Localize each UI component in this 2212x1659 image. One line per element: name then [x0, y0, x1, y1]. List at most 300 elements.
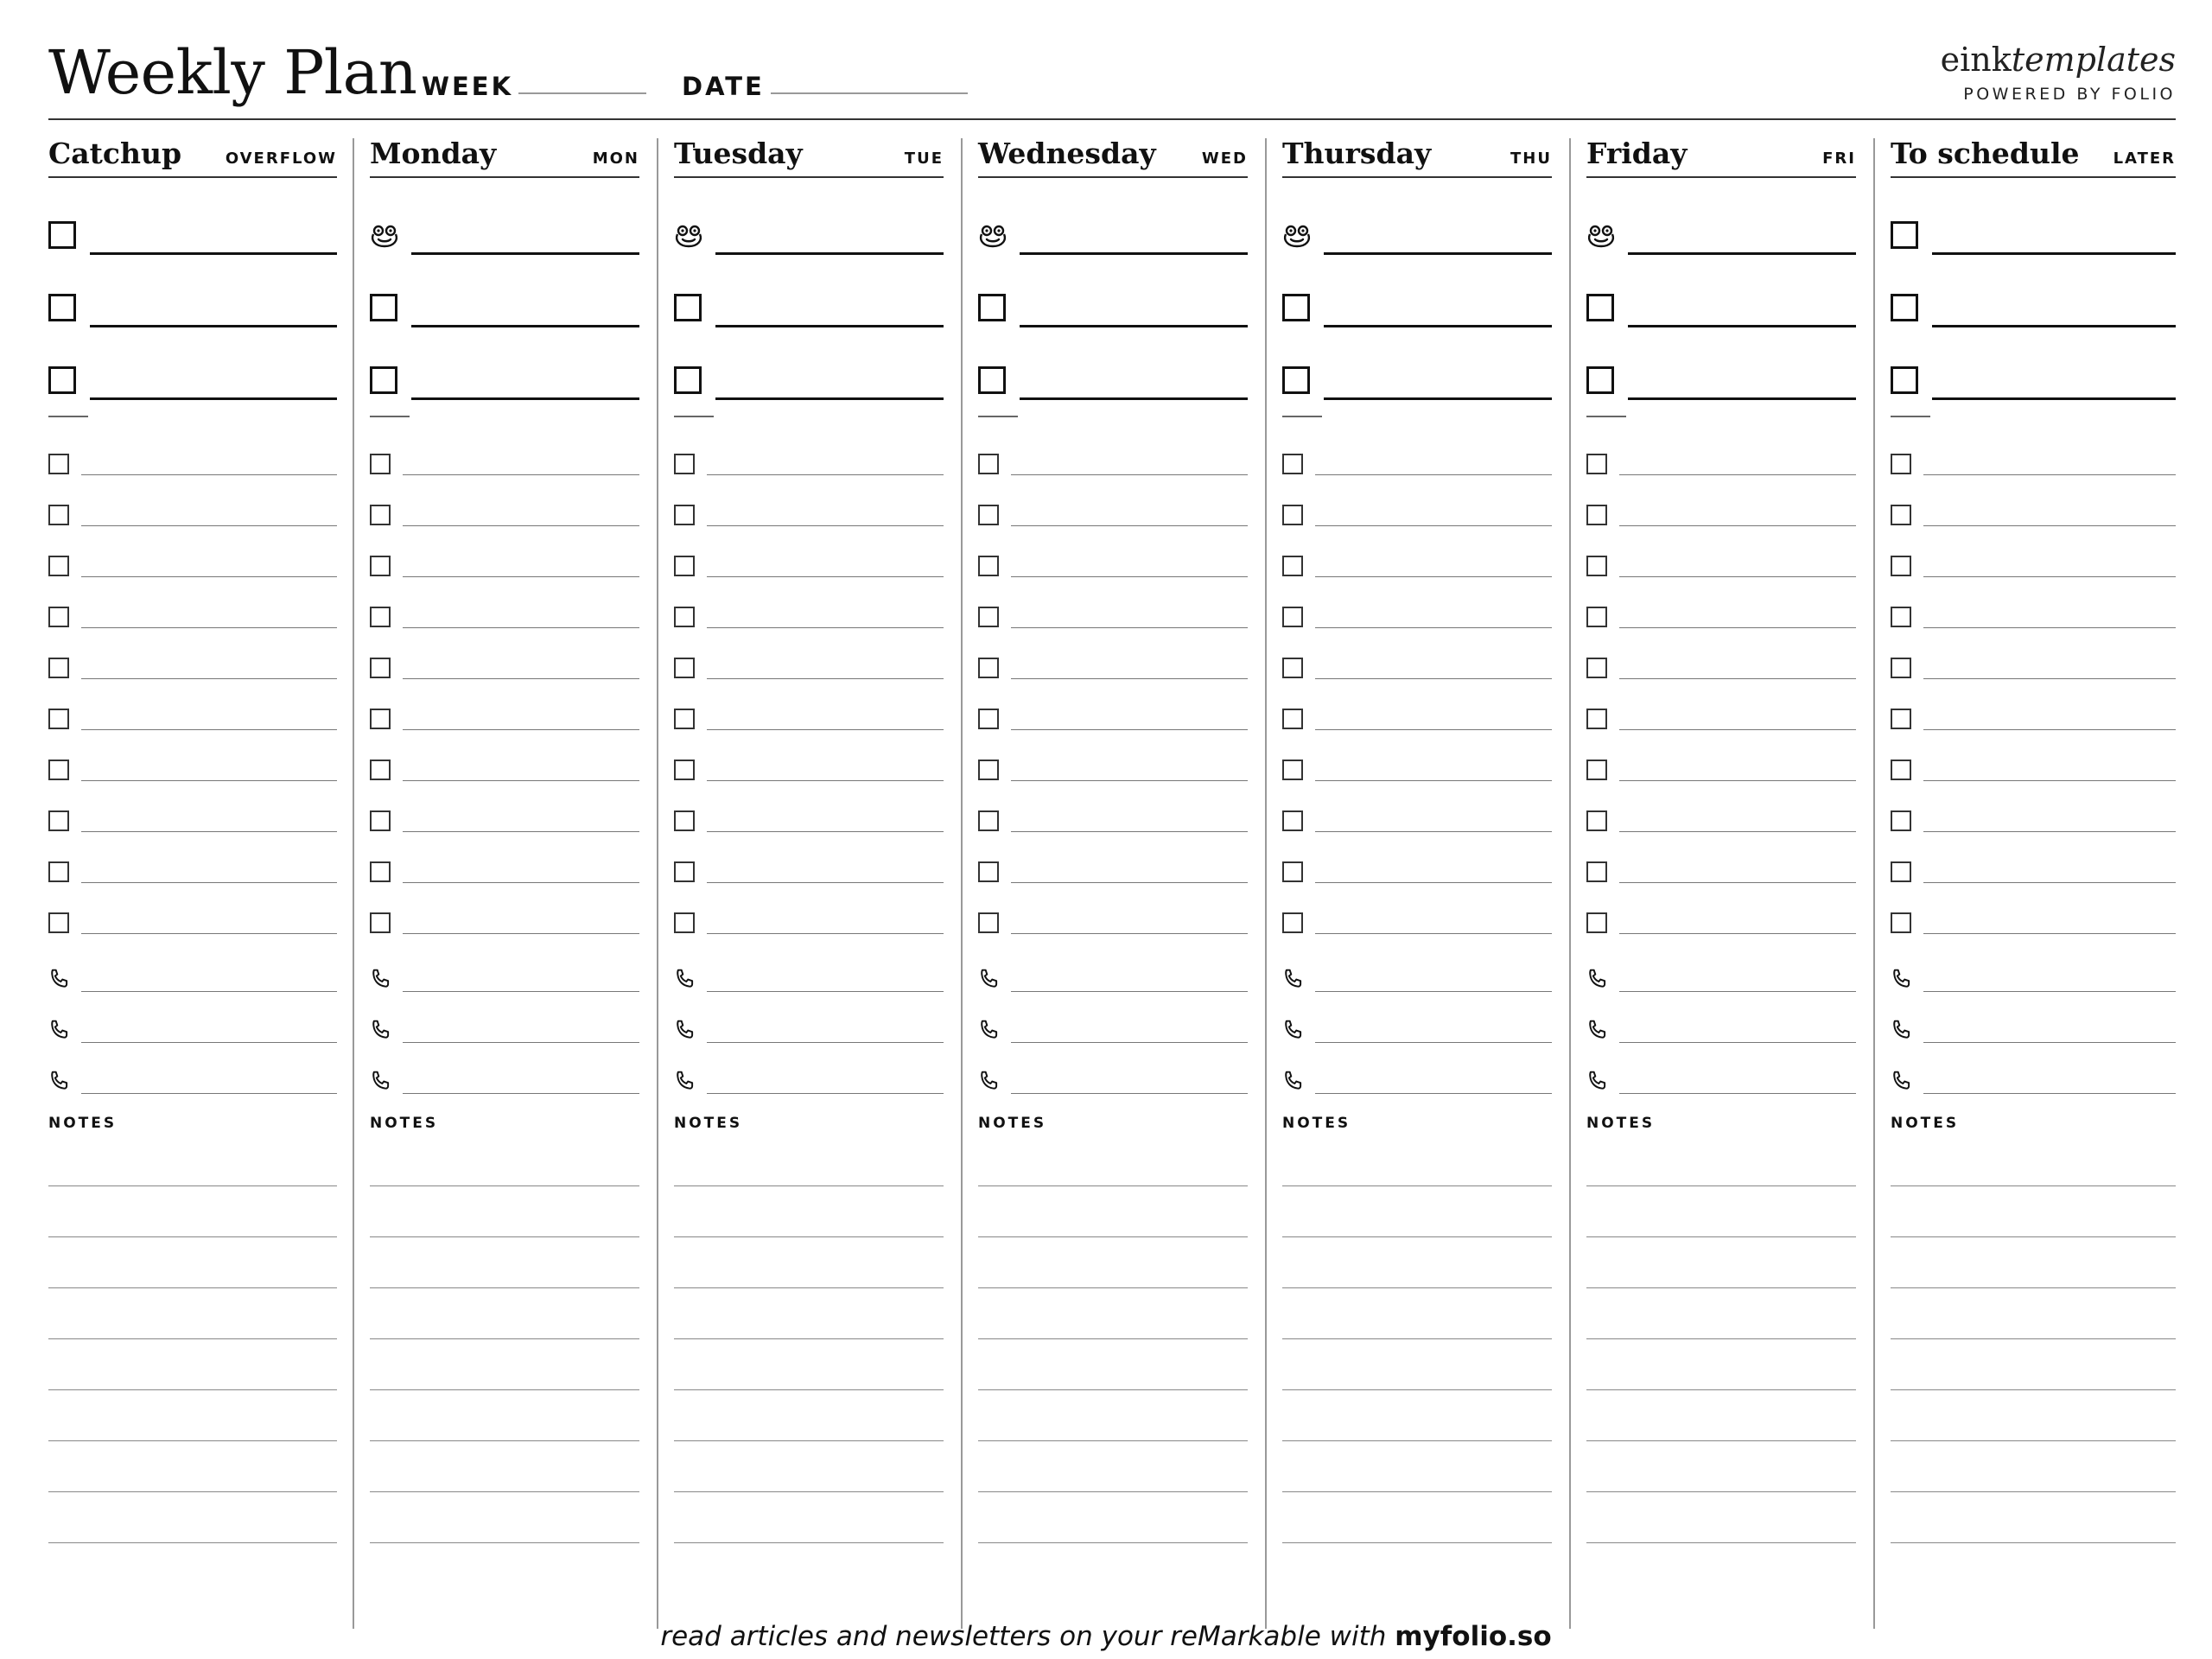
date-label: DATE — [682, 72, 765, 101]
task-checkbox[interactable] — [1891, 607, 1911, 627]
task-checkbox[interactable] — [370, 709, 391, 729]
call-line[interactable] — [1619, 1042, 1856, 1043]
task-line[interactable] — [1315, 627, 1552, 628]
task-checkbox[interactable] — [978, 912, 999, 933]
task-checkbox[interactable] — [674, 454, 695, 474]
notes-line[interactable] — [1282, 1338, 1552, 1339]
task-checkbox[interactable] — [48, 912, 69, 933]
notes-line[interactable] — [1891, 1542, 2176, 1543]
call-line[interactable] — [1923, 1093, 2176, 1094]
notes-line[interactable] — [1891, 1236, 2176, 1237]
priority-checkbox[interactable] — [1891, 366, 1918, 394]
task-checkbox[interactable] — [978, 454, 999, 474]
notes-line[interactable] — [48, 1542, 337, 1543]
task-checkbox[interactable] — [1891, 556, 1911, 576]
call-line[interactable] — [403, 991, 639, 992]
task-checkbox[interactable] — [674, 505, 695, 525]
priority-task-line[interactable] — [90, 397, 337, 400]
task-line[interactable] — [403, 831, 639, 832]
priority-checkbox[interactable] — [48, 366, 76, 394]
task-line[interactable] — [1315, 474, 1552, 475]
call-line[interactable] — [1011, 1042, 1248, 1043]
notes-line[interactable] — [1891, 1389, 2176, 1390]
task-row — [48, 451, 337, 477]
task-checkbox[interactable] — [978, 861, 999, 882]
task-checkbox[interactable] — [978, 658, 999, 678]
task-checkbox[interactable] — [48, 556, 69, 576]
task-line[interactable] — [403, 627, 639, 628]
notes-line[interactable] — [1586, 1236, 1856, 1237]
priority-checkbox[interactable] — [48, 294, 76, 321]
call-line[interactable] — [707, 1093, 944, 1094]
priority-task-line[interactable] — [90, 325, 337, 327]
notes-line[interactable] — [674, 1440, 944, 1441]
notes-line[interactable] — [370, 1236, 639, 1237]
task-line[interactable] — [403, 933, 639, 934]
notes-line[interactable] — [1282, 1491, 1552, 1492]
task-checkbox[interactable] — [48, 861, 69, 882]
notes-line[interactable] — [674, 1236, 944, 1237]
notes-line[interactable] — [978, 1338, 1248, 1339]
brand-name-italic: templates — [2011, 41, 2176, 79]
task-line[interactable] — [1619, 882, 1856, 883]
task-line[interactable] — [1619, 729, 1856, 730]
priority-task-line[interactable] — [1628, 397, 1856, 400]
task-checkbox[interactable] — [674, 556, 695, 576]
task-line[interactable] — [403, 780, 639, 781]
notes-line[interactable] — [1891, 1440, 2176, 1441]
phone-icon — [1282, 1070, 1305, 1092]
task-row — [1586, 451, 1856, 477]
task-line[interactable] — [403, 525, 639, 526]
task-line[interactable] — [1619, 576, 1856, 577]
task-checkbox[interactable] — [1586, 912, 1607, 933]
priority-task-line[interactable] — [1628, 252, 1856, 255]
task-checkbox[interactable] — [370, 505, 391, 525]
task-line[interactable] — [1619, 474, 1856, 475]
call-row — [978, 1019, 1248, 1045]
task-line[interactable] — [1011, 474, 1248, 475]
task-checkbox[interactable] — [48, 658, 69, 678]
notes-line[interactable] — [978, 1185, 1248, 1186]
task-checkbox[interactable] — [370, 556, 391, 576]
notes-line[interactable] — [1282, 1185, 1552, 1186]
priority-task-line[interactable] — [1020, 397, 1248, 400]
task-line[interactable] — [1923, 474, 2176, 475]
call-line[interactable] — [1315, 1093, 1552, 1094]
task-checkbox[interactable] — [978, 810, 999, 831]
task-row — [1586, 553, 1856, 579]
task-checkbox[interactable] — [1282, 658, 1303, 678]
task-checkbox[interactable] — [48, 709, 69, 729]
task-row — [978, 706, 1248, 732]
task-line[interactable] — [81, 729, 337, 730]
notes-line[interactable] — [674, 1338, 944, 1339]
task-row — [370, 655, 639, 681]
task-checkbox[interactable] — [370, 658, 391, 678]
notes-line[interactable] — [978, 1440, 1248, 1441]
task-row — [370, 451, 639, 477]
notes-line[interactable] — [978, 1287, 1248, 1288]
task-checkbox[interactable] — [674, 658, 695, 678]
task-line[interactable] — [707, 678, 944, 679]
priority-task-line[interactable] — [1932, 252, 2176, 255]
priority-task-line[interactable] — [1324, 397, 1552, 400]
notes-line[interactable] — [978, 1389, 1248, 1390]
call-line[interactable] — [81, 991, 337, 992]
notes-line[interactable] — [370, 1491, 639, 1492]
priority-task-line[interactable] — [90, 252, 337, 255]
task-row — [1891, 655, 2176, 681]
notes-line[interactable] — [978, 1491, 1248, 1492]
notes-line[interactable] — [1282, 1389, 1552, 1390]
task-line[interactable] — [81, 933, 337, 934]
task-line[interactable] — [1923, 729, 2176, 730]
priority-checkbox[interactable] — [1891, 294, 1918, 321]
priority-checkbox[interactable] — [1891, 221, 1918, 249]
notes-line[interactable] — [1586, 1440, 1856, 1441]
task-checkbox[interactable] — [1586, 454, 1607, 474]
task-checkbox[interactable] — [1891, 658, 1911, 678]
task-checkbox[interactable] — [1586, 607, 1607, 627]
notes-line[interactable] — [1282, 1440, 1552, 1441]
footer-link[interactable]: myfolio.so — [1395, 1621, 1552, 1652]
task-checkbox[interactable] — [1586, 709, 1607, 729]
task-checkbox[interactable] — [370, 861, 391, 882]
task-line[interactable] — [707, 933, 944, 934]
task-line[interactable] — [403, 474, 639, 475]
column-divider — [1873, 138, 1875, 1629]
notes-line[interactable] — [978, 1236, 1248, 1237]
task-row — [1586, 808, 1856, 834]
notes-line[interactable] — [1586, 1491, 1856, 1492]
task-line[interactable] — [1923, 831, 2176, 832]
notes-line[interactable] — [674, 1542, 944, 1543]
task-line[interactable] — [81, 831, 337, 832]
task-line[interactable] — [1011, 831, 1248, 832]
task-checkbox[interactable] — [1891, 861, 1911, 882]
priority-checkbox[interactable] — [48, 221, 76, 249]
column-overflow — [48, 138, 337, 1624]
task-line[interactable] — [1011, 576, 1248, 577]
priority-task-line[interactable] — [411, 252, 639, 255]
priority-task-row — [1586, 366, 1856, 401]
task-checkbox[interactable] — [674, 861, 695, 882]
task-line[interactable] — [403, 882, 639, 883]
task-line[interactable] — [1315, 678, 1552, 679]
priority-task-line[interactable] — [715, 397, 944, 400]
task-checkbox[interactable] — [674, 810, 695, 831]
task-line[interactable] — [1315, 831, 1552, 832]
task-checkbox[interactable] — [674, 709, 695, 729]
task-line[interactable] — [707, 729, 944, 730]
task-checkbox[interactable] — [370, 760, 391, 780]
priority-checkbox[interactable] — [1586, 366, 1614, 394]
task-checkbox[interactable] — [1282, 454, 1303, 474]
column-title: Wednesday — [978, 137, 1156, 170]
task-checkbox[interactable] — [1891, 709, 1911, 729]
task-row — [674, 757, 944, 783]
task-line[interactable] — [81, 678, 337, 679]
task-line[interactable] — [1923, 882, 2176, 883]
notes-line[interactable] — [1891, 1491, 2176, 1492]
task-line[interactable] — [81, 627, 337, 628]
notes-line[interactable] — [370, 1389, 639, 1390]
task-row — [48, 808, 337, 834]
priority-task-line[interactable] — [1324, 252, 1552, 255]
notes-line[interactable] — [48, 1236, 337, 1237]
task-line[interactable] — [81, 525, 337, 526]
notes-line[interactable] — [1586, 1542, 1856, 1543]
notes-line[interactable] — [48, 1287, 337, 1288]
priority-task-line[interactable] — [1932, 325, 2176, 327]
call-line[interactable] — [1619, 1093, 1856, 1094]
call-row — [1282, 1070, 1552, 1096]
priority-checkbox[interactable] — [1282, 366, 1310, 394]
priority-checkbox[interactable] — [1586, 294, 1614, 321]
task-line[interactable] — [1923, 576, 2176, 577]
priority-checkbox[interactable] — [674, 294, 702, 321]
call-row — [1586, 968, 1856, 994]
priority-task-line[interactable] — [1628, 325, 1856, 327]
notes-line[interactable] — [48, 1389, 337, 1390]
notes-line[interactable] — [1282, 1287, 1552, 1288]
phone-icon — [370, 1070, 392, 1092]
task-line[interactable] — [1619, 933, 1856, 934]
column-divider — [1265, 138, 1267, 1629]
task-row — [1891, 706, 2176, 732]
task-line[interactable] — [1619, 627, 1856, 628]
task-checkbox[interactable] — [48, 505, 69, 525]
task-checkbox[interactable] — [370, 810, 391, 831]
task-line[interactable] — [707, 525, 944, 526]
task-line[interactable] — [1619, 780, 1856, 781]
priority-task-row — [674, 221, 944, 256]
task-checkbox[interactable] — [370, 454, 391, 474]
task-checkbox[interactable] — [1282, 607, 1303, 627]
task-line[interactable] — [707, 831, 944, 832]
priority-task-line[interactable] — [411, 397, 639, 400]
call-line[interactable] — [707, 1042, 944, 1043]
task-checkbox[interactable] — [978, 760, 999, 780]
task-line[interactable] — [81, 576, 337, 577]
task-line[interactable] — [1923, 678, 2176, 679]
task-line[interactable] — [81, 474, 337, 475]
task-checkbox[interactable] — [1282, 912, 1303, 933]
call-line[interactable] — [81, 1093, 337, 1094]
task-checkbox[interactable] — [1586, 861, 1607, 882]
priority-task-line[interactable] — [1932, 397, 2176, 400]
task-checkbox[interactable] — [978, 709, 999, 729]
task-row — [674, 910, 944, 936]
notes-line[interactable] — [674, 1185, 944, 1186]
notes-line[interactable] — [370, 1287, 639, 1288]
call-line[interactable] — [1923, 1042, 2176, 1043]
priority-task-line[interactable] — [715, 252, 944, 255]
task-line[interactable] — [1315, 576, 1552, 577]
task-checkbox[interactable] — [1891, 505, 1911, 525]
notes-line[interactable] — [1586, 1287, 1856, 1288]
task-checkbox[interactable] — [1282, 760, 1303, 780]
priority-task-row — [1586, 294, 1856, 328]
priority-task-line[interactable] — [1020, 252, 1248, 255]
task-line[interactable] — [1315, 882, 1552, 883]
task-line[interactable] — [1923, 933, 2176, 934]
task-line[interactable] — [1011, 882, 1248, 883]
call-line[interactable] — [403, 1042, 639, 1043]
task-line[interactable] — [403, 678, 639, 679]
notes-line[interactable] — [1891, 1185, 2176, 1186]
task-checkbox[interactable] — [1891, 760, 1911, 780]
task-line[interactable] — [1923, 780, 2176, 781]
task-checkbox[interactable] — [1891, 810, 1911, 831]
task-line[interactable] — [707, 882, 944, 883]
task-row — [978, 604, 1248, 630]
notes-line[interactable] — [1282, 1236, 1552, 1237]
notes-line[interactable] — [674, 1287, 944, 1288]
call-row — [1282, 1019, 1552, 1045]
phone-icon — [674, 1019, 696, 1041]
call-line[interactable] — [1315, 991, 1552, 992]
column-abbr: LATER — [2113, 149, 2176, 168]
task-line[interactable] — [707, 576, 944, 577]
notes-line[interactable] — [370, 1338, 639, 1339]
task-line[interactable] — [707, 780, 944, 781]
task-checkbox[interactable] — [674, 607, 695, 627]
task-checkbox[interactable] — [1282, 861, 1303, 882]
task-line[interactable] — [1315, 780, 1552, 781]
task-checkbox[interactable] — [1586, 658, 1607, 678]
notes-line[interactable] — [1891, 1338, 2176, 1339]
notes-line[interactable] — [370, 1542, 639, 1543]
task-line[interactable] — [707, 474, 944, 475]
notes-line[interactable] — [48, 1338, 337, 1339]
column-fri — [1586, 138, 1856, 1624]
task-checkbox[interactable] — [48, 810, 69, 831]
notes-line[interactable] — [48, 1440, 337, 1441]
task-line[interactable] — [1011, 933, 1248, 934]
task-line[interactable] — [81, 882, 337, 883]
call-line[interactable] — [707, 991, 944, 992]
task-line[interactable] — [1315, 525, 1552, 526]
notes-line[interactable] — [48, 1491, 337, 1492]
call-line[interactable] — [1011, 1093, 1248, 1094]
phone-icon — [1586, 968, 1609, 990]
call-line[interactable] — [81, 1042, 337, 1043]
priority-checkbox[interactable] — [370, 294, 397, 321]
task-line[interactable] — [403, 576, 639, 577]
notes-line[interactable] — [674, 1491, 944, 1492]
notes-line[interactable] — [1282, 1542, 1552, 1543]
call-line[interactable] — [1315, 1042, 1552, 1043]
task-line[interactable] — [403, 729, 639, 730]
task-line[interactable] — [1315, 729, 1552, 730]
priority-task-line[interactable] — [411, 325, 639, 327]
task-checkbox[interactable] — [48, 454, 69, 474]
notes-line[interactable] — [1586, 1338, 1856, 1339]
task-line[interactable] — [1011, 525, 1248, 526]
priority-task-row — [1282, 366, 1552, 401]
task-row — [1282, 502, 1552, 528]
task-checkbox[interactable] — [674, 760, 695, 780]
notes-line[interactable] — [1586, 1185, 1856, 1186]
priority-checkbox[interactable] — [370, 366, 397, 394]
task-checkbox[interactable] — [370, 912, 391, 933]
task-line[interactable] — [1011, 678, 1248, 679]
priority-task-row — [1891, 221, 2176, 256]
task-checkbox[interactable] — [1586, 810, 1607, 831]
priority-task-line[interactable] — [1020, 325, 1248, 327]
task-row — [674, 553, 944, 579]
task-checkbox[interactable] — [1282, 556, 1303, 576]
priority-checkbox[interactable] — [978, 294, 1006, 321]
task-checkbox[interactable] — [1282, 810, 1303, 831]
notes-line[interactable] — [1586, 1389, 1856, 1390]
task-row — [674, 451, 944, 477]
task-checkbox[interactable] — [1586, 760, 1607, 780]
task-checkbox[interactable] — [674, 912, 695, 933]
task-checkbox[interactable] — [1282, 505, 1303, 525]
task-row — [1282, 757, 1552, 783]
task-line[interactable] — [707, 627, 944, 628]
task-checkbox[interactable] — [1586, 556, 1607, 576]
notes-line[interactable] — [370, 1185, 639, 1186]
task-checkbox[interactable] — [1282, 709, 1303, 729]
task-line[interactable] — [1619, 525, 1856, 526]
priority-checkbox[interactable] — [1282, 294, 1310, 321]
task-line[interactable] — [1619, 831, 1856, 832]
task-checkbox[interactable] — [978, 607, 999, 627]
priority-checkbox[interactable] — [978, 366, 1006, 394]
task-row — [48, 859, 337, 885]
task-line[interactable] — [1619, 678, 1856, 679]
task-line[interactable] — [1923, 525, 2176, 526]
priority-checkbox[interactable] — [674, 366, 702, 394]
task-checkbox[interactable] — [48, 607, 69, 627]
task-line[interactable] — [1011, 729, 1248, 730]
task-line[interactable] — [1923, 627, 2176, 628]
task-checkbox[interactable] — [1891, 454, 1911, 474]
task-line[interactable] — [1011, 780, 1248, 781]
brand-tagline: POWERED BY FOLIO — [1963, 85, 2176, 104]
notes-line[interactable] — [370, 1440, 639, 1441]
notes-line[interactable] — [1891, 1287, 2176, 1288]
notes-line[interactable] — [674, 1389, 944, 1390]
task-checkbox[interactable] — [48, 760, 69, 780]
task-line[interactable] — [1315, 933, 1552, 934]
priority-task-row — [370, 294, 639, 328]
task-line[interactable] — [81, 780, 337, 781]
call-row — [674, 1019, 944, 1045]
notes-line[interactable] — [48, 1185, 337, 1186]
priority-task-line[interactable] — [1324, 325, 1552, 327]
task-checkbox[interactable] — [978, 505, 999, 525]
task-checkbox[interactable] — [1586, 505, 1607, 525]
priority-task-line[interactable] — [715, 325, 944, 327]
call-line[interactable] — [1619, 991, 1856, 992]
task-checkbox[interactable] — [370, 607, 391, 627]
task-checkbox[interactable] — [1891, 912, 1911, 933]
task-row — [1282, 604, 1552, 630]
call-line[interactable] — [1011, 991, 1248, 992]
call-row — [1586, 1019, 1856, 1045]
notes-line[interactable] — [978, 1542, 1248, 1543]
call-line[interactable] — [403, 1093, 639, 1094]
call-line[interactable] — [1923, 991, 2176, 992]
task-checkbox[interactable] — [978, 556, 999, 576]
phone-icon — [674, 1070, 696, 1092]
task-line[interactable] — [1011, 627, 1248, 628]
